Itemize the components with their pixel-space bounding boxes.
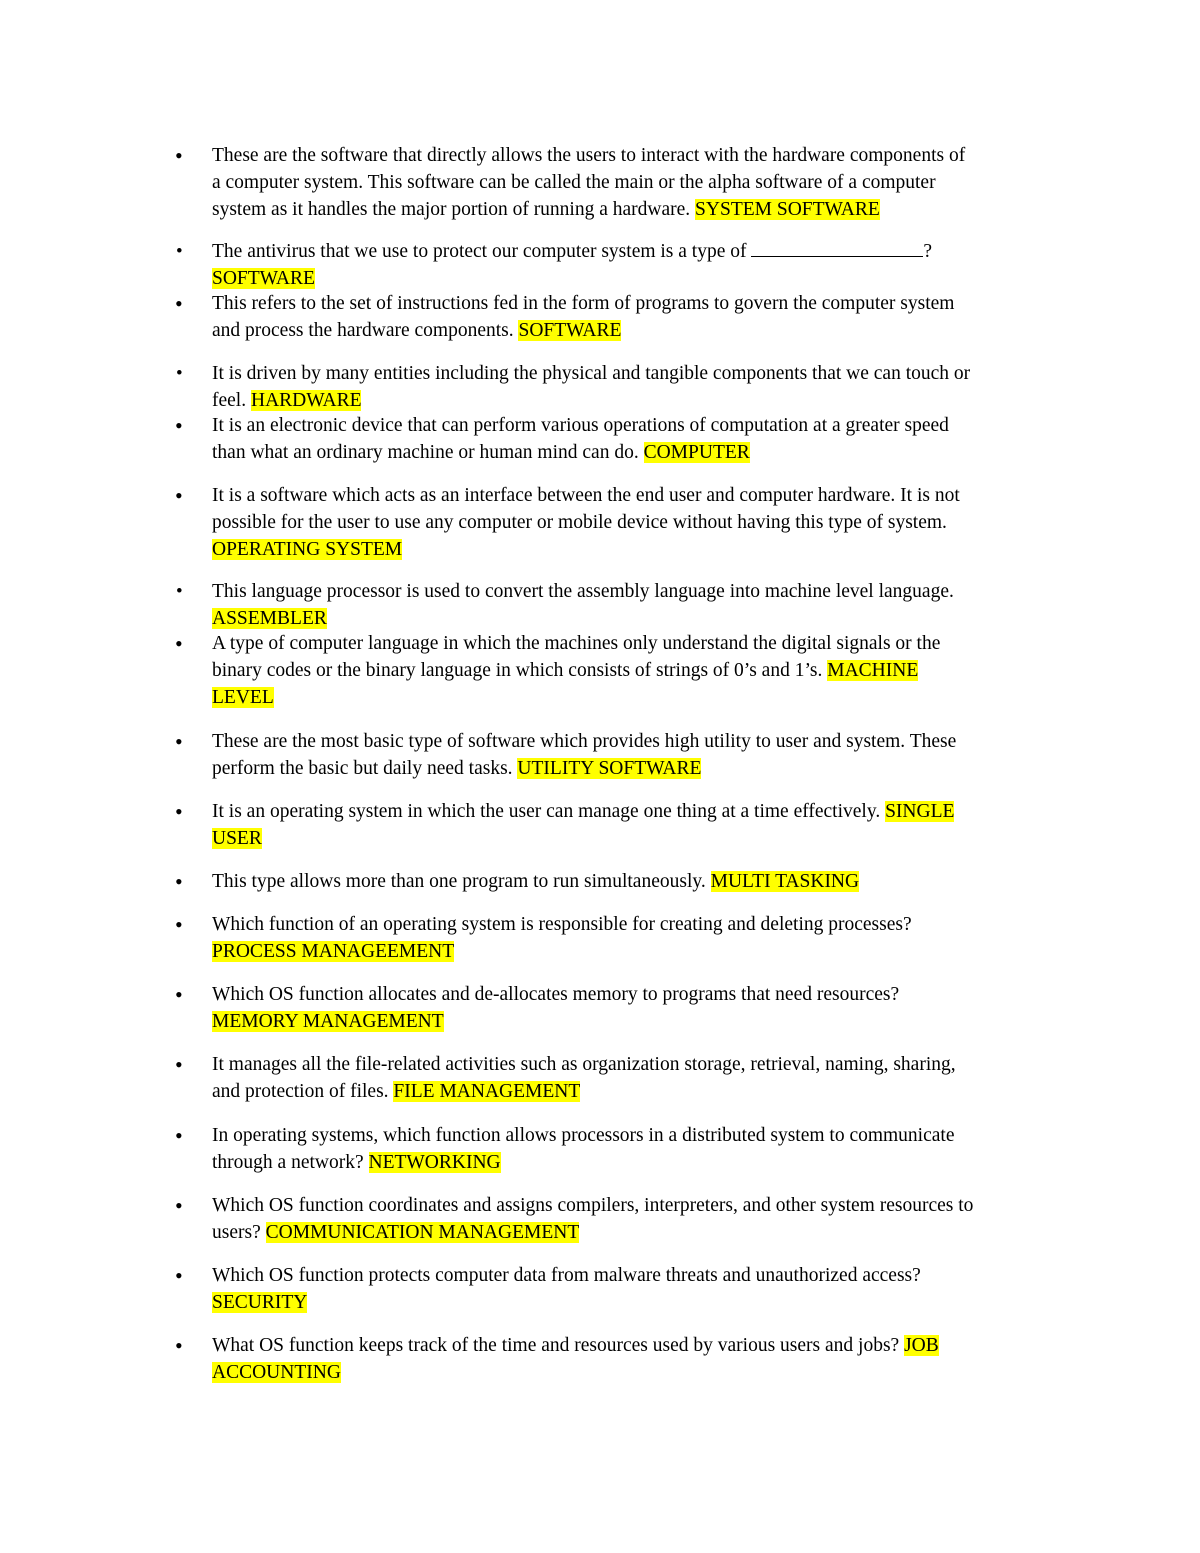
answer-line xyxy=(212,684,1072,711)
line: Which OS function protects computer data from malware threats and unauthorized access? xyxy=(212,1265,921,1286)
line-with-answer xyxy=(212,868,1072,895)
answer-highlight: MACHINE xyxy=(827,660,919,681)
line: Which function of an operating system is responsible for creating and deleting processes? xyxy=(212,914,912,935)
bullet: • xyxy=(175,1193,183,1218)
answer-highlight: LEVEL xyxy=(212,687,274,708)
answer-line xyxy=(212,1359,1072,1386)
bullet: • xyxy=(176,581,183,602)
line: The antivirus that we use to protect our computer system is a type of xyxy=(212,241,747,262)
bullet: • xyxy=(175,912,183,937)
line-with-answer xyxy=(212,1219,1072,1246)
item-text xyxy=(212,728,1072,782)
answer-highlight: COMMUNICATION MANAGEMENT xyxy=(265,1222,580,1243)
answer-highlight: NETWORKING xyxy=(368,1152,501,1173)
line: than what an ordinary machine or human mind can do. xyxy=(212,442,639,463)
bullet: • xyxy=(176,241,183,262)
answer-highlight: COMPUTER xyxy=(643,442,750,463)
item-text xyxy=(212,290,1072,344)
answer-highlight: USER xyxy=(212,828,262,849)
answer-highlight: SOFTWARE xyxy=(212,268,315,289)
answer-highlight: SECURITY xyxy=(212,1292,308,1313)
line: users? xyxy=(212,1222,261,1243)
line: perform the basic but daily need tasks. xyxy=(212,758,513,779)
line: and process the hardware components. xyxy=(212,320,514,341)
item-text xyxy=(212,630,1072,711)
line-with-answer xyxy=(212,755,1072,782)
bullet: • xyxy=(175,729,183,754)
bullet: • xyxy=(175,1052,183,1077)
item-text xyxy=(212,482,1072,563)
line: and protection of files. xyxy=(212,1081,389,1102)
item-text xyxy=(212,1051,1072,1105)
line-with-answer xyxy=(212,1149,1072,1176)
line-with-answer xyxy=(212,657,1072,684)
answer-line xyxy=(212,1289,1072,1316)
item-text xyxy=(212,798,1072,852)
line: binary codes or the binary language in which consists of strings of 0’s and 1’s. xyxy=(212,660,823,681)
line-with-answer xyxy=(212,317,1072,344)
line-with-answer xyxy=(212,439,1072,466)
item-text xyxy=(212,238,1072,292)
bullet: • xyxy=(175,483,183,508)
answer-highlight: SOFTWARE xyxy=(518,320,622,341)
line: possible for the user to use any computer or mobile device without having this type of system. xyxy=(212,512,947,533)
line: This type allows more than one program to run simultaneously. xyxy=(212,871,706,892)
item-text xyxy=(212,868,1072,895)
answer-highlight: MEMORY MANAGEMENT xyxy=(212,1011,444,1032)
line: It is an electronic device that can perform various operations of computation at a greater speed xyxy=(212,415,949,436)
line: through a network? xyxy=(212,1152,364,1173)
line: Which OS function coordinates and assigns compilers, interpreters, and other system resources to xyxy=(212,1195,974,1216)
answer-line xyxy=(212,825,1072,852)
bullet: • xyxy=(175,143,183,168)
answer-highlight: SYSTEM SOFTWARE xyxy=(695,199,880,220)
line: A type of computer language in which the machines only understand the digital signals or the xyxy=(212,633,941,654)
item-text xyxy=(212,911,1072,965)
line: In operating systems, which function allows processors in a distributed system to communicate xyxy=(212,1125,955,1146)
line: a computer system. This software can be called the main or the alpha software of a computer xyxy=(212,172,936,193)
bullet: • xyxy=(175,799,183,824)
answer-highlight: SINGLE xyxy=(885,801,955,822)
answer-line xyxy=(212,938,1072,965)
line-with-answer xyxy=(212,1078,1072,1105)
answer-line xyxy=(212,536,1072,563)
bullet: • xyxy=(175,413,183,438)
bullet: • xyxy=(175,982,183,1007)
bullet: • xyxy=(175,1333,183,1358)
line-with-answer xyxy=(212,1332,1072,1359)
bullet: • xyxy=(175,291,183,316)
answer-line xyxy=(212,1008,1072,1035)
line-with-answer xyxy=(212,387,1072,414)
line: What OS function keeps track of the time and resources used by various users and jobs? xyxy=(212,1335,900,1356)
line: feel. xyxy=(212,390,247,411)
bullet: • xyxy=(175,631,183,656)
item-text xyxy=(212,142,1072,223)
item-text xyxy=(212,412,1072,466)
answer-line xyxy=(212,605,1072,632)
line: It manages all the file-related activities such as organization storage, retrieval, naming, sharing, xyxy=(212,1054,956,1075)
answer-highlight: MULTI TASKING xyxy=(710,871,860,892)
answer-line xyxy=(212,265,1072,292)
bullet: • xyxy=(176,363,183,384)
answer-highlight: ACCOUNTING xyxy=(212,1362,341,1383)
answer-highlight: UTILITY SOFTWARE xyxy=(517,758,702,779)
line: system as it handles the major portion of running a hardware. xyxy=(212,199,691,220)
line: It is driven by many entities including the physical and tangible components that we can touch or xyxy=(212,363,971,384)
answer-highlight: FILE MANAGEMENT xyxy=(393,1081,581,1102)
item-text xyxy=(212,1122,1072,1176)
item-text xyxy=(212,1262,1072,1316)
answer-highlight: PROCESS MANAGEEMENT xyxy=(212,941,455,962)
bullet: • xyxy=(175,1263,183,1288)
question-mark: ? xyxy=(923,241,933,262)
line-with-blank xyxy=(212,238,1072,265)
item-text xyxy=(212,360,1072,414)
fill-in-blank xyxy=(751,240,923,257)
line: This language processor is used to convert the assembly language into machine level language. xyxy=(212,581,954,602)
answer-highlight: ASSEMBLER xyxy=(212,608,327,629)
line: Which OS function allocates and de-allocates memory to programs that need resources? xyxy=(212,984,900,1005)
answer-highlight: HARDWARE xyxy=(250,390,362,411)
item-text xyxy=(212,981,1072,1035)
item-text xyxy=(212,1192,1072,1246)
bullet: • xyxy=(175,1123,183,1148)
bullet: • xyxy=(175,869,183,894)
item-text xyxy=(212,1332,1072,1386)
line-with-answer xyxy=(212,798,1072,825)
line: It is an operating system in which the user can manage one thing at a time effectively. xyxy=(212,801,881,822)
answer-highlight: JOB xyxy=(904,1335,939,1356)
answer-highlight: OPERATING SYSTEM xyxy=(212,539,403,560)
line-with-answer xyxy=(212,196,1072,223)
line: It is a software which acts as an interface between the end user and computer hardware. It is not xyxy=(212,485,960,506)
line: These are the software that directly allows the users to interact with the hardware components of xyxy=(212,145,966,166)
line: These are the most basic type of software which provides high utility to user and system. These xyxy=(212,731,957,752)
item-text xyxy=(212,578,1072,632)
line: This refers to the set of instructions fed in the form of programs to govern the computer system xyxy=(212,293,955,314)
